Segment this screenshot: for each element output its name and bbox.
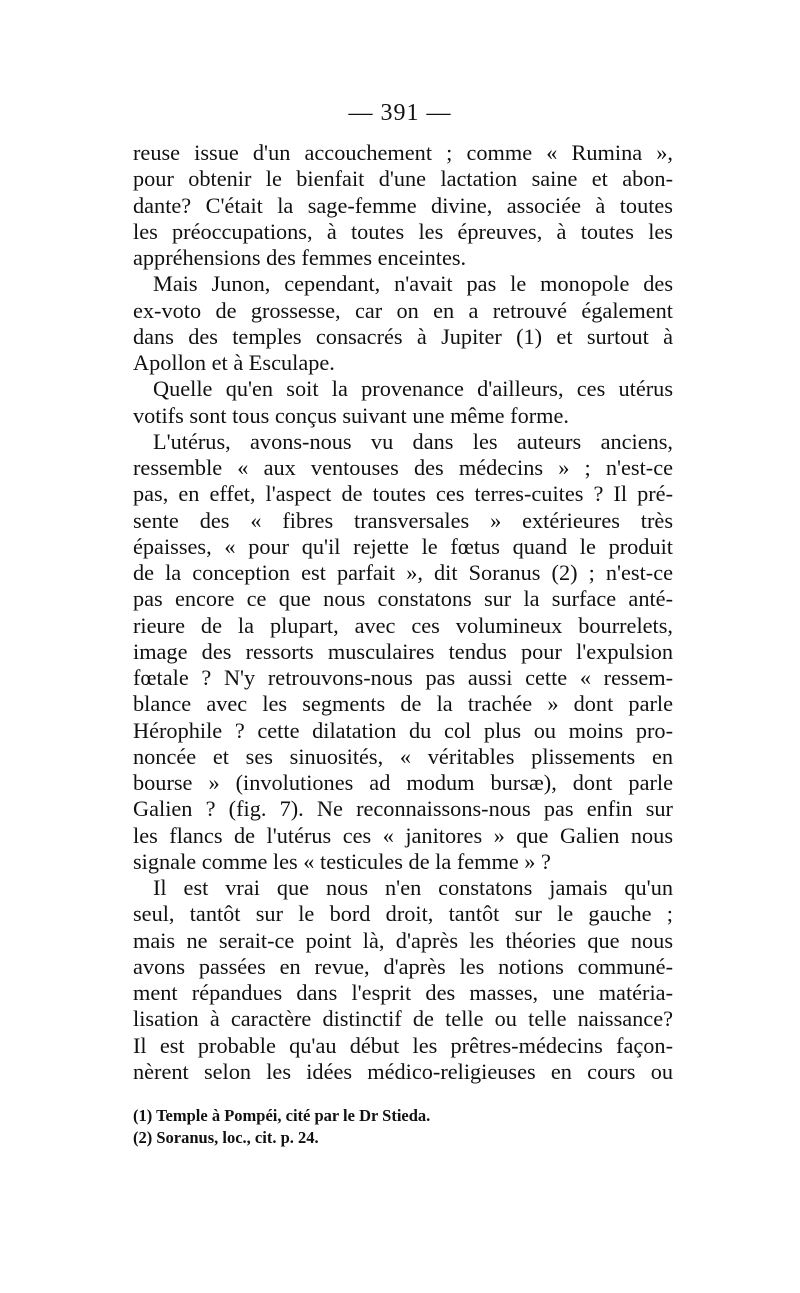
text-line: ment répandues dans l'esprit des masses, une matéria- bbox=[133, 980, 673, 1005]
footnotes bbox=[133, 1105, 673, 1149]
text-line: signale comme les « testicules de la femme » ? bbox=[133, 848, 551, 874]
text-line: dans des temples consacrés à Jupiter (1) et surtout à bbox=[133, 323, 673, 349]
text-line: mais ne serait-ce point là, d'après les théories que nous bbox=[133, 927, 673, 953]
text-line: fœtale ? N'y retrouvons-nous pas aussi cette « ressem- bbox=[133, 665, 673, 690]
text-line: pour obtenir le bienfait d'une lactation saine et abon- bbox=[133, 166, 673, 192]
text-line: reuse issue d'un accouchement ; comme « Rumina », bbox=[133, 140, 673, 165]
text-line: ex-voto de grossesse, car on en a retrouvé également bbox=[133, 297, 673, 323]
text-line: pas, en effet, l'aspect de toutes ces terres-cuites ? Il pré- bbox=[133, 481, 673, 507]
text-line: ressemble « aux ventouses des médecins » ; n'est-ce bbox=[133, 455, 673, 480]
footnote: (1) Temple à Pompéi, cité par le Dr Stieda. bbox=[133, 1106, 431, 1125]
text-line: les préoccupations, à toutes les épreuves, à toutes les bbox=[133, 218, 673, 244]
text-line: nèrent selon les idées médico-religieuses en cours ou bbox=[133, 1058, 673, 1084]
text-line: appréhensions des femmes enceintes. bbox=[133, 245, 467, 270]
text-line: Il est vrai que nous n'en constatons jamais qu'un bbox=[153, 875, 673, 900]
text-line: Hérophile ? cette dilatation du col plus ou moins pro- bbox=[133, 717, 673, 743]
text-line: sente des « fibres transversales » extérieures très bbox=[133, 507, 673, 533]
text-line: avons passées en revue, d'après les notions communé- bbox=[133, 953, 673, 979]
text-line: lisation à caractère distinctif de telle ou telle naissance? bbox=[133, 1006, 673, 1032]
text-line: les flancs de l'utérus ces « janitores » que Galien nous bbox=[133, 822, 673, 848]
text-line: seul, tantôt sur le bord droit, tantôt sur le gauche ; bbox=[133, 901, 673, 927]
text-line: L'utérus, avons-nous vu dans les auteurs anciens, bbox=[153, 428, 673, 454]
text-line: blance avec les segments de la trachée » dont parle bbox=[133, 691, 673, 717]
body-text bbox=[133, 140, 673, 1085]
text-line: de la conception est parfait », dit Soranus (2) ; n'est-ce bbox=[133, 560, 673, 585]
page-number: — 391 — bbox=[348, 100, 452, 126]
text-line: rieure de la plupart, avec ces volumineux bourrelets, bbox=[133, 612, 673, 638]
text-line: Il est probable qu'au début les prêtres-médecins façon- bbox=[133, 1032, 673, 1058]
text-line: Apollon et à Esculape. bbox=[133, 350, 335, 375]
footnote: (2) Soranus, loc., cit. p. 24. bbox=[133, 1128, 319, 1147]
text-line: image des ressorts musculaires tendus pour l'expulsion bbox=[133, 638, 673, 664]
text-line: votifs sont tous conçus suivant une même forme. bbox=[133, 402, 569, 428]
text-line: Quelle qu'en soit la provenance d'ailleurs, ces utérus bbox=[153, 376, 673, 402]
text-line: noncée et ses sinuosités, « véritables plissements en bbox=[133, 743, 673, 769]
text-line: épaisses, « pour qu'il rejette le fœtus quand le produit bbox=[133, 533, 673, 559]
text-line: Mais Junon, cependant, n'avait pas le monopole des bbox=[153, 271, 673, 297]
text-line: dante? C'était la sage-femme divine, associée à toutes bbox=[133, 192, 673, 218]
text-line: pas encore ce que nous constatons sur la surface anté- bbox=[133, 586, 673, 612]
text-line: Galien ? (fig. 7). Ne reconnaissons-nous pas enfin sur bbox=[133, 796, 673, 822]
text-line: bourse » (involutiones ad modum bursæ), dont parle bbox=[133, 770, 673, 795]
